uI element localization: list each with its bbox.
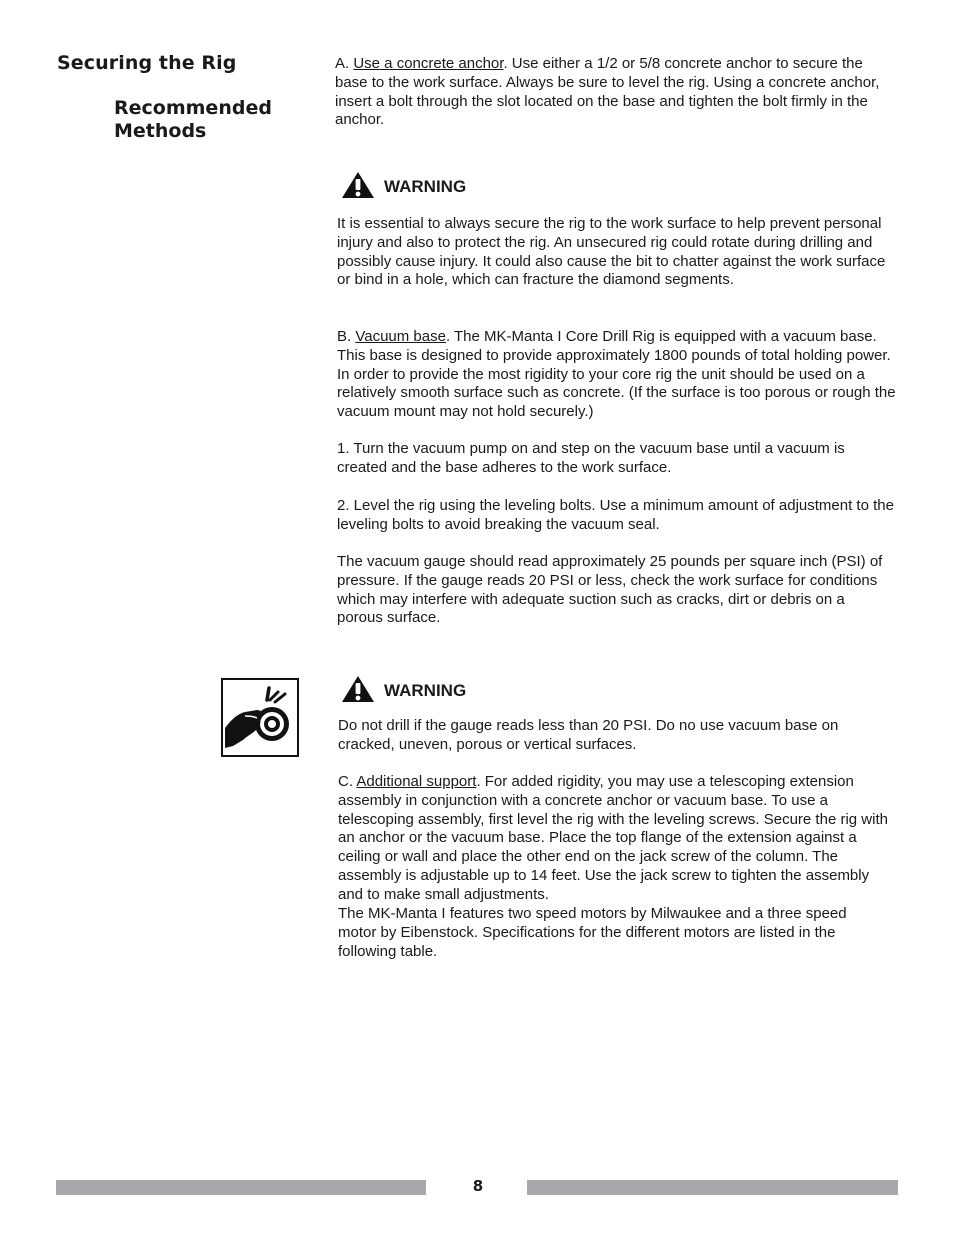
section-a-link: Use a concrete anchor: [353, 55, 504, 72]
warning-heading-1: [341, 171, 466, 199]
section-c-motors: The MK-Manta I features two speed motors by Milwaukee and a three speed motor by Eibenstock. Specifications for the different motors are listed in the following table.: [338, 905, 847, 960]
section-b-text: . The MK-Manta I Core Drill Rig is equipped with a vacuum base. This base is designed to provide approximately 1800 pounds of total holding power. In order to provide the most rigidity to your core rig the unit should be used on a relatively smooth surface such as concrete. (If the surface is too porous or rough the vacuum mount may not hold securely.): [337, 328, 896, 421]
section-b-step-1: 1. Turn the vacuum pump on and step on the vacuum base until a vacuum is created and the base adheres to the work surface.: [337, 440, 845, 476]
subheading-line-1: Recommended: [114, 97, 272, 119]
warning-heading-2: [341, 675, 466, 703]
footer-bar-left: [56, 1180, 426, 1195]
section-a-text: . Use either a 1/2 or 5/8 concrete anchor to secure the base to the work surface. Always be sure to level the rig. Using a concrete anchor, insert a bolt through the slot located on the base and tighten the bolt firmly in the anchor.: [335, 55, 880, 129]
subheading-line-2: Methods: [114, 120, 207, 142]
warning-text-1: It is essential to always secure the rig to the work surface to help prevent personal injury and also to protect the rig. An unsecured rig could rotate during drilling and possibly cause injury. It could also cause the bit to chatter against the work surface or bind in a hole, which can fracture the diamond segments.: [337, 215, 886, 289]
hand-entanglement-hazard-icon: [221, 678, 299, 757]
section-a-prefix: A.: [335, 55, 354, 72]
warning-triangle-icon: [341, 675, 375, 703]
section-b-paragraph: [337, 328, 897, 422]
section-c-link: Additional support: [356, 773, 477, 790]
section-c-paragraph: [338, 773, 896, 905]
section-c-text: . For added rigidity, you may use a telescoping extension assembly in conjunction with a concrete anchor or vacuum base. To use a telescoping assembly, first level the rig with the leveling screws. Secure the rig with an anchor or the vacuum base. Place the top flange of the extension against a ceiling or wall and place the other end on the jack screw of the column. The assembly is adjustable up to 14 feet. Use the jack screw to tighten the assembly and to make small adjustments.: [338, 773, 888, 903]
section-c-prefix: C.: [338, 773, 357, 790]
section-b-step-2: 2. Level the rig using the leveling bolts. Use a minimum amount of adjustment to the leveling bolts to avoid breaking the vacuum seal.: [337, 497, 894, 533]
section-b-link: Vacuum base: [355, 328, 446, 345]
section-b-prefix: B.: [337, 328, 356, 345]
warning-triangle-icon: [341, 171, 375, 199]
warning-text-2: Do not drill if the gauge reads less than 20 PSI. Do no use vacuum base on cracked, uneven, porous or vertical surfaces.: [338, 717, 839, 753]
section-subheading: [114, 97, 314, 143]
warning-label-1: WARNING: [384, 177, 467, 196]
page-number: 8: [472, 1177, 484, 1195]
section-heading: Securing the Rig: [57, 52, 237, 74]
warning-label-2: WARNING: [384, 681, 467, 700]
section-a-paragraph: [335, 55, 895, 130]
footer-bar-right: [527, 1180, 898, 1195]
section-b-gauge-note: The vacuum gauge should read approximately 25 pounds per square inch (PSI) of pressure. If the gauge reads 20 PSI or less, check the work surface for conditions which may interfere with adequate suction such as cracks, dirt or debris on a porous surface.: [337, 553, 883, 627]
